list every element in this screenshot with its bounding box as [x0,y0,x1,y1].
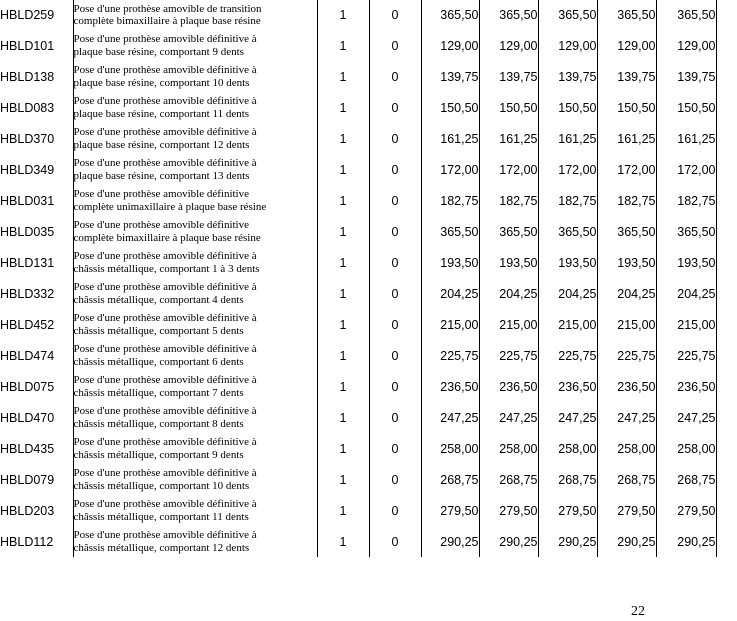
table-row [0,309,716,340]
price-cell-4: 279,50 [597,495,656,526]
price-cell-5: 236,50 [656,371,716,402]
price-cell-3: 193,50 [538,247,597,278]
phase-code: 0 [369,123,421,154]
price-cell-4: 268,75 [597,464,656,495]
price-cell-1: 129,00 [421,30,479,61]
act-label-line-2: plaque base résine, comportant 9 dents [73,45,244,58]
act-label-line-1: Pose d'une prothèse amovible définitive à [73,157,257,169]
price-cell-2: 172,00 [479,154,538,185]
price-cell-5: 279,50 [656,495,716,526]
activity-code: 1 [317,433,369,464]
activity-code: 1 [317,495,369,526]
act-label [73,278,317,309]
price-cell-3: 182,75 [538,185,597,216]
act-label-line-1: Pose d'une prothèse amovible de transition [73,2,262,15]
act-label [73,92,317,123]
activity-code: 1 [317,371,369,402]
price-cell-1: 139,75 [421,61,479,92]
table-row [0,0,716,30]
act-code: HBLD131 [0,255,55,270]
phase-code: 0 [369,309,421,340]
price-cell-4: 129,00 [597,30,656,61]
act-code: HBLD470 [0,410,55,425]
act-code: HBLD079 [0,472,55,487]
phase-code: 0 [369,278,421,309]
act-label-line-2: complète unimaxillaire à plaque base résine [73,200,267,213]
act-label-line-2: châssis métallique, comportant 10 dents [73,479,250,492]
act-label-line-1: Pose d'une prothèse amovible définitive à [73,436,257,448]
price-cell-4: 172,00 [597,154,656,185]
act-code: HBLD075 [0,379,55,394]
act-label-line-2: complète bimaxillaire à plaque base résine [73,15,261,27]
act-code: HBLD138 [0,69,55,84]
price-cell-4: 193,50 [597,247,656,278]
price-cell-4: 258,00 [597,433,656,464]
price-cell-3: 139,75 [538,61,597,92]
phase-code: 0 [369,402,421,433]
price-cell-2: 129,00 [479,30,538,61]
price-cell-3: 365,50 [538,0,597,30]
act-label-line-1: Pose d'une prothèse amovible définitive à [73,64,257,76]
act-label-line-1: Pose d'une prothèse amovible définitive à [73,405,257,417]
price-cell-3: 204,25 [538,278,597,309]
price-cell-5: 182,75 [656,185,716,216]
act-label-line-2: châssis métallique, comportant 4 dents [73,293,244,306]
act-label-line-2: châssis métallique, comportant 8 dents [73,417,244,430]
price-cell-5: 215,00 [656,309,716,340]
table-row [0,495,716,526]
act-label-line-2: châssis métallique, comportant 7 dents [73,386,244,399]
price-cell-3: 258,00 [538,433,597,464]
act-code: HBLD083 [0,100,55,115]
table-row [0,123,716,154]
table-row [0,61,716,92]
price-cell-2: 279,50 [479,495,538,526]
price-cell-1: 193,50 [421,247,479,278]
act-label-line-2: châssis métallique, comportant 6 dents [73,355,244,368]
price-cell-4: 150,50 [597,92,656,123]
activity-code: 1 [317,61,369,92]
price-cell-2: 236,50 [479,371,538,402]
price-cell-5: 129,00 [656,30,716,61]
table-row [0,154,716,185]
act-label [73,123,317,154]
activity-code: 1 [317,309,369,340]
act-label [73,216,317,247]
page-number: 22 [631,604,645,619]
price-cell-1: 290,25 [421,526,479,557]
act-code: HBLD435 [0,441,55,456]
act-label-line-2: châssis métallique, comportant 5 dents [73,324,244,337]
act-code: HBLD035 [0,224,55,239]
price-cell-5: 139,75 [656,61,716,92]
price-cell-2: 258,00 [479,433,538,464]
phase-code: 0 [369,185,421,216]
price-cell-4: 247,25 [597,402,656,433]
act-code: HBLD259 [0,8,55,22]
price-cell-1: 268,75 [421,464,479,495]
act-label [73,309,317,340]
price-cell-3: 290,25 [538,526,597,557]
act-code: HBLD112 [0,534,54,549]
price-cell-2: 204,25 [479,278,538,309]
act-label-line-2: plaque base résine, comportant 11 dents [73,107,250,120]
act-code: HBLD349 [0,162,55,177]
price-cell-1: 215,00 [421,309,479,340]
price-cell-1: 258,00 [421,433,479,464]
act-label-line-1: Pose d'une prothèse amovible définitive à [73,374,257,386]
act-label-line-1: Pose d'une prothèse amovible définitive à [73,529,257,541]
table-row [0,371,716,402]
price-cell-3: 279,50 [538,495,597,526]
act-label-line-1: Pose d'une prothèse amovible définitive [73,188,249,200]
phase-code: 0 [369,495,421,526]
price-cell-1: 365,50 [421,216,479,247]
phase-code: 0 [369,433,421,464]
price-cell-1: 172,00 [421,154,479,185]
phase-code: 0 [369,526,421,557]
price-cell-5: 365,50 [656,0,716,30]
price-cell-4: 182,75 [597,185,656,216]
price-cell-4: 225,75 [597,340,656,371]
price-cell-5: 365,50 [656,216,716,247]
table-row [0,464,716,495]
act-label [73,154,317,185]
price-cell-5: 258,00 [656,433,716,464]
table-row [0,433,716,464]
act-label-line-1: Pose d'une prothèse amovible définitive à [73,467,257,479]
activity-code: 1 [317,402,369,433]
price-cell-3: 247,25 [538,402,597,433]
act-label [73,185,317,216]
phase-code: 0 [369,216,421,247]
price-cell-2: 290,25 [479,526,538,557]
price-cell-1: 247,25 [421,402,479,433]
activity-code: 1 [317,123,369,154]
act-label [73,30,317,61]
price-cell-2: 225,75 [479,340,538,371]
price-cell-5: 172,00 [656,154,716,185]
phase-code: 0 [369,154,421,185]
price-cell-3: 365,50 [538,216,597,247]
table-row [0,402,716,433]
price-cell-4: 365,50 [597,216,656,247]
act-label [73,464,317,495]
activity-code: 1 [317,30,369,61]
price-cell-3: 268,75 [538,464,597,495]
price-cell-3: 236,50 [538,371,597,402]
price-cell-2: 182,75 [479,185,538,216]
price-cell-5: 204,25 [656,278,716,309]
price-cell-1: 204,25 [421,278,479,309]
phase-code: 0 [369,30,421,61]
act-label-line-2: châssis métallique, comportant 9 dents [73,448,244,461]
act-label [73,61,317,92]
phase-code: 0 [369,61,421,92]
act-label [73,402,317,433]
act-label [73,0,317,30]
act-label-line-1: Pose d'une prothèse amovible définitive à [73,33,257,45]
price-cell-2: 139,75 [479,61,538,92]
act-label [73,340,317,371]
activity-code: 1 [317,0,369,30]
table-row [0,278,716,309]
activity-code: 1 [317,247,369,278]
act-label-line-1: Pose d'une prothèse amovible définitive à [73,312,257,324]
phase-code: 0 [369,371,421,402]
price-cell-5: 268,75 [656,464,716,495]
table-row [0,526,716,557]
price-cell-4: 236,50 [597,371,656,402]
act-label-line-1: Pose d'une prothèse amovible définitive à [73,498,257,510]
act-label-line-2: châssis métallique, comportant 12 dents [73,541,250,554]
phase-code: 0 [369,340,421,371]
act-label-line-1: Pose d'une prothèse amovible définitive à [73,126,257,138]
table-row [0,92,716,123]
phase-code: 0 [369,247,421,278]
price-cell-3: 150,50 [538,92,597,123]
activity-code: 1 [317,92,369,123]
act-label [73,247,317,278]
act-label-line-1: Pose d'une prothèse amovible définitive [73,219,249,231]
price-cell-2: 215,00 [479,309,538,340]
act-code: HBLD332 [0,286,55,301]
act-label-line-1: Pose d'une prothèse amovible définitive à [73,281,257,293]
price-cell-5: 247,25 [656,402,716,433]
price-cell-3: 225,75 [538,340,597,371]
table-row [0,185,716,216]
act-label-line-2: châssis métallique, comportant 1 à 3 dents [73,262,260,275]
activity-code: 1 [317,464,369,495]
price-cell-2: 365,50 [479,0,538,30]
activity-code: 1 [317,154,369,185]
price-cell-5: 150,50 [656,92,716,123]
price-cell-5: 225,75 [656,340,716,371]
act-label-line-1: Pose d'une prothèse amovible définitive à [73,250,257,262]
price-cell-4: 215,00 [597,309,656,340]
phase-code: 0 [369,92,421,123]
price-cell-1: 365,50 [421,0,479,30]
activity-code: 1 [317,340,369,371]
table-row [0,216,716,247]
act-label-line-2: complète bimaxillaire à plaque base résine [73,231,261,244]
act-label [73,371,317,402]
act-label [73,495,317,526]
act-label-line-2: plaque base résine, comportant 12 dents [73,138,250,151]
act-code: HBLD452 [0,317,55,332]
price-cell-1: 225,75 [421,340,479,371]
price-cell-5: 290,25 [656,526,716,557]
price-cell-1: 182,75 [421,185,479,216]
act-code: HBLD101 [0,38,55,53]
table-row [0,30,716,61]
act-label-line-1: Pose d'une prothèse amovible définitive à [73,95,257,107]
phase-code: 0 [369,0,421,30]
table-row [0,247,716,278]
act-label-line-2: châssis métallique, comportant 11 dents [73,510,249,523]
act-label-line-1: Pose d'une prothèse amovible définitive à [73,343,257,355]
price-cell-5: 161,25 [656,123,716,154]
table-row [0,340,716,371]
price-cell-5: 193,50 [656,247,716,278]
act-label-line-2: plaque base résine, comportant 13 dents [73,169,250,182]
price-cell-4: 290,25 [597,526,656,557]
price-cell-3: 172,00 [538,154,597,185]
price-cell-3: 215,00 [538,309,597,340]
price-cell-2: 365,50 [479,216,538,247]
act-code: HBLD370 [0,131,55,146]
activity-code: 1 [317,185,369,216]
price-cell-4: 204,25 [597,278,656,309]
price-cell-2: 193,50 [479,247,538,278]
phase-code: 0 [369,464,421,495]
price-cell-2: 247,25 [479,402,538,433]
act-code: HBLD031 [0,193,55,208]
activity-code: 1 [317,278,369,309]
price-cell-2: 150,50 [479,92,538,123]
price-cell-3: 129,00 [538,30,597,61]
price-cell-4: 161,25 [597,123,656,154]
activity-code: 1 [317,216,369,247]
act-label [73,526,317,557]
price-cell-3: 161,25 [538,123,597,154]
price-cell-4: 139,75 [597,61,656,92]
act-label [73,433,317,464]
act-code: HBLD203 [0,503,55,518]
price-cell-2: 268,75 [479,464,538,495]
act-code: HBLD474 [0,348,55,363]
price-cell-2: 161,25 [479,123,538,154]
price-cell-1: 150,50 [421,92,479,123]
activity-code: 1 [317,526,369,557]
price-cell-1: 161,25 [421,123,479,154]
price-cell-1: 279,50 [421,495,479,526]
price-cell-1: 236,50 [421,371,479,402]
price-cell-4: 365,50 [597,0,656,30]
act-label-line-2: plaque base résine, comportant 10 dents [73,76,250,89]
